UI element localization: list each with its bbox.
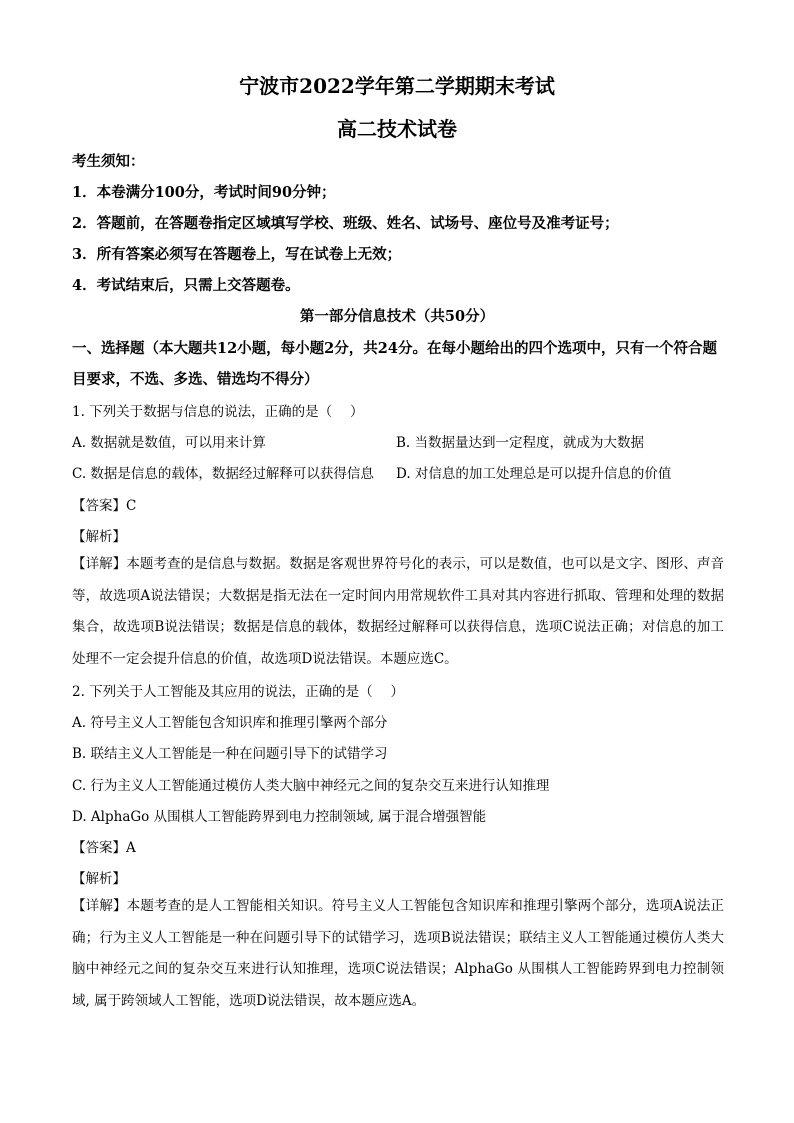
answer-line (72, 494, 136, 514)
question-stem: 2. 下列关于人工智能及其应用的说法，正确的是（ ） (72, 684, 404, 700)
section-title: 一、选择题（本大题共12小题，每小题2分，共24分。在每小题给出的四个选项中，只有一个符合题目要求，不选、多选、错选均不得分） (72, 340, 717, 388)
answer-value: C (126, 498, 137, 514)
answer-value: A (126, 840, 136, 856)
answer-line (72, 836, 136, 856)
notice-item: 3．所有答案必须写在答题卷上，写在试卷上无效； (72, 246, 402, 263)
detail-paragraph (72, 891, 724, 1017)
detail-label: 【详解】 (72, 556, 127, 572)
notice-item: 2．答题前，在答题卷指定区域填写学校、班级、姓名、试场号、座位号及准考证号； (72, 215, 619, 232)
detail-text: 本题考查的是信息与数据。数据是客观世界符号化的表示，可以是数值，也可以是文字、图形、声音等，故选项A说法错误；大数据是指无法在一定时间内用常规软件工具对其内容进行抓取、管理和处理的数据集合，故选项B说法错误；数据是信息的载体，数据经过解释可以获得信息，选项C说法正确；对信息的加工处理不一定会提升信息的价值，故选项D说法错误。本题应选C。 (72, 556, 725, 667)
option-d: D. AlphaGo 从围棋人工智能跨界到电力控制领域, 属于混合增强智能 (72, 809, 487, 825)
detail-label: 【详解】 (72, 898, 127, 914)
option-b: B. 联结主义人工智能是一种在问题引导下的试错学习 (72, 746, 388, 762)
option-c: C. 数据是信息的载体，数据经过解释可以获得信息 (72, 466, 374, 482)
option-d: D. 对信息的加工处理总是可以提升信息的价值 (396, 466, 672, 482)
exam-title: 宁波市2022学年第二学期期末考试 (239, 74, 555, 98)
detail-text: 本题考查的是人工智能相关知识。符号主义人工智能包含知识库和推理引擎两个部分，选项A说法正确；行为主义人工智能是一种在问题引导下的试错学习，选项B说法错误；联结主义人工智能通过模仿人类大脑中神经元之间的复杂交互来进行认知推理，选项C说法错误；AlphaGo 从围棋人工智能跨界到电力控制领域, 属于跨领域人工智能，选项D说法错误，故本题应选A。 (72, 898, 725, 1009)
option-a: A. 符号主义人工智能包含知识库和推理引擎两个部分 (72, 715, 388, 731)
option-b: B. 当数据量达到一定程度，就成为大数据 (396, 435, 645, 451)
notice-heading: 考生须知： (72, 153, 145, 170)
answer-label: 【答案】 (72, 498, 126, 514)
exam-subtitle: 高二技术试卷 (337, 117, 457, 141)
analysis-label: 【解析】 (72, 871, 126, 887)
part-title: 第一部分信息技术（共50分） (299, 308, 495, 325)
answer-label: 【答案】 (72, 840, 126, 856)
analysis-label: 【解析】 (72, 529, 126, 545)
detail-paragraph (72, 549, 724, 675)
notice-item: 1．本卷满分100分，考试时间90分钟； (72, 184, 336, 201)
question-stem: 1. 下列关于数据与信息的说法，正确的是（ ） (72, 404, 364, 420)
notice-item: 4．考试结束后，只需上交答题卷。 (72, 277, 300, 294)
option-a: A. 数据就是数值，可以用来计算 (72, 435, 266, 451)
option-c: C. 行为主义人工智能通过模仿人类大脑中神经元之间的复杂交互来进行认知推理 (72, 778, 550, 794)
